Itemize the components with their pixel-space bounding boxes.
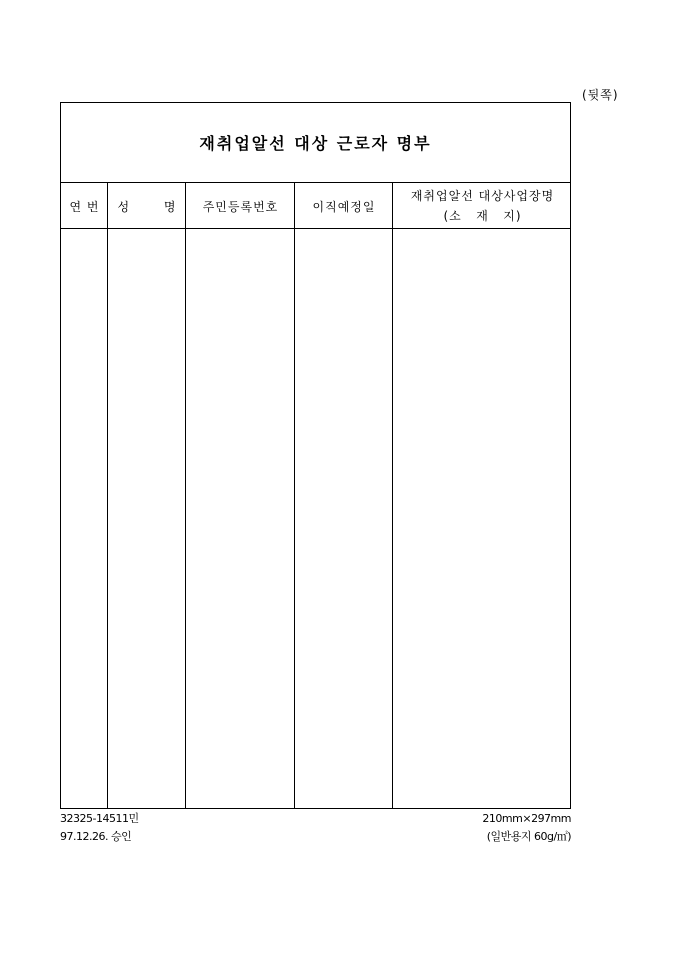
column-divider [294, 183, 295, 808]
column-divider [107, 183, 108, 808]
col-header-workplace-name: 재취업알선 대상사업장명 [410, 189, 555, 203]
col-header-resident-number: 주민등록번호 [202, 199, 279, 214]
footer-left [60, 810, 139, 846]
paper-size: 210mm×297mm [482, 812, 571, 825]
col-header-leave-date: 이직예정일 [312, 199, 376, 214]
page-side-label: (뒷쪽) [582, 88, 619, 102]
footer-right [482, 810, 571, 846]
col-header-workplace [393, 183, 572, 229]
register-form [60, 102, 571, 809]
form-code: 32325-14511민 [60, 812, 139, 825]
col-header-name: 성 명 [117, 199, 177, 214]
column-divider [185, 183, 186, 808]
column-divider [392, 183, 393, 808]
col-header-workplace-location: (소 재 지) [443, 209, 522, 223]
paper-type: (일반용지 60g/㎡) [486, 830, 571, 843]
approval-date: 97.12.26. 승인 [60, 830, 132, 843]
table-header-row [61, 183, 570, 229]
col-header-serial: 연 번 [69, 199, 100, 214]
form-title: 재취업알선 대상 근로자 명부 [61, 103, 570, 183]
